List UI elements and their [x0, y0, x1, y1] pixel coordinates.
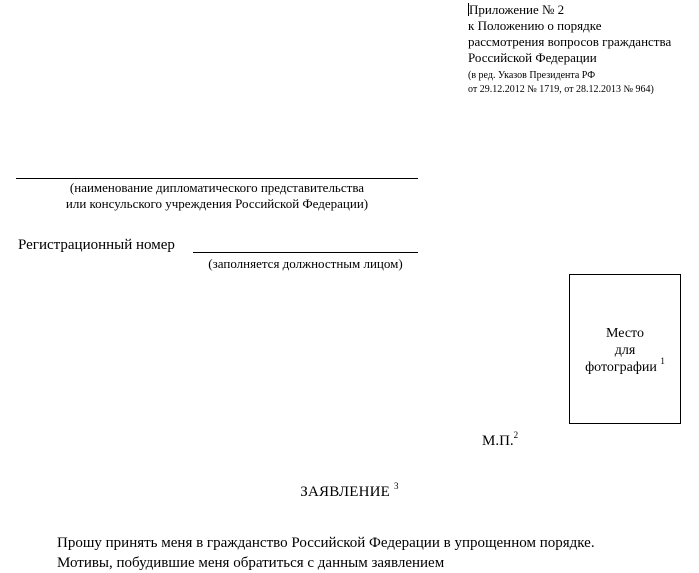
- seal-place: [482, 432, 518, 450]
- title-footnote-marker: 3: [394, 481, 399, 491]
- appendix-line-1: [468, 2, 671, 18]
- registration-number-field[interactable]: [193, 252, 418, 253]
- seal-label: М.П.: [482, 433, 514, 449]
- appendix-header: [468, 2, 671, 66]
- amendment-note: [468, 69, 654, 97]
- amendment-line-2: от 29.12.2012 № 1719, от 28.12.2013 № 964): [468, 84, 654, 95]
- photo-line-2: для: [614, 343, 636, 358]
- mission-name-field[interactable]: [16, 178, 418, 179]
- registration-number-label: Регистрационный номер: [18, 237, 175, 253]
- photo-line-3: [570, 356, 680, 376]
- document-title: [0, 483, 699, 501]
- appendix-line-2: к Положению о порядке: [468, 18, 602, 33]
- seal-footnote-marker: 2: [513, 430, 519, 440]
- photo-line-3-text: фотографии: [585, 360, 657, 375]
- body-line-1: Прошу принять меня в гражданство Российской Федерации в упрощенном порядке.: [57, 535, 595, 551]
- appendix-line-1-text: Приложение № 2: [469, 2, 565, 17]
- appendix-line-4: Российской Федерации: [468, 50, 597, 65]
- photo-placeholder[interactable]: [569, 274, 681, 424]
- mission-caption-line-1: (наименование дипломатического представительства: [69, 180, 365, 195]
- photo-line-1: Место: [606, 326, 644, 341]
- photo-footnote-marker: 1: [660, 356, 665, 367]
- mission-caption-line-2: или консульского учреждения Российской Федерации): [65, 196, 369, 211]
- appendix-line-3: рассмотрения вопросов гражданства: [468, 34, 672, 49]
- registration-number-caption: (заполняется должностным лицом): [208, 256, 403, 271]
- amendment-line-1: (в ред. Указов Президента РФ: [468, 70, 596, 81]
- photo-placeholder-text: [570, 325, 680, 376]
- mission-caption: [16, 180, 418, 212]
- document-title-text: ЗАЯВЛЕНИЕ: [300, 484, 391, 500]
- body-text: [57, 533, 595, 573]
- body-line-2: Мотивы, побудившие меня обратиться с данным заявлением: [57, 555, 445, 571]
